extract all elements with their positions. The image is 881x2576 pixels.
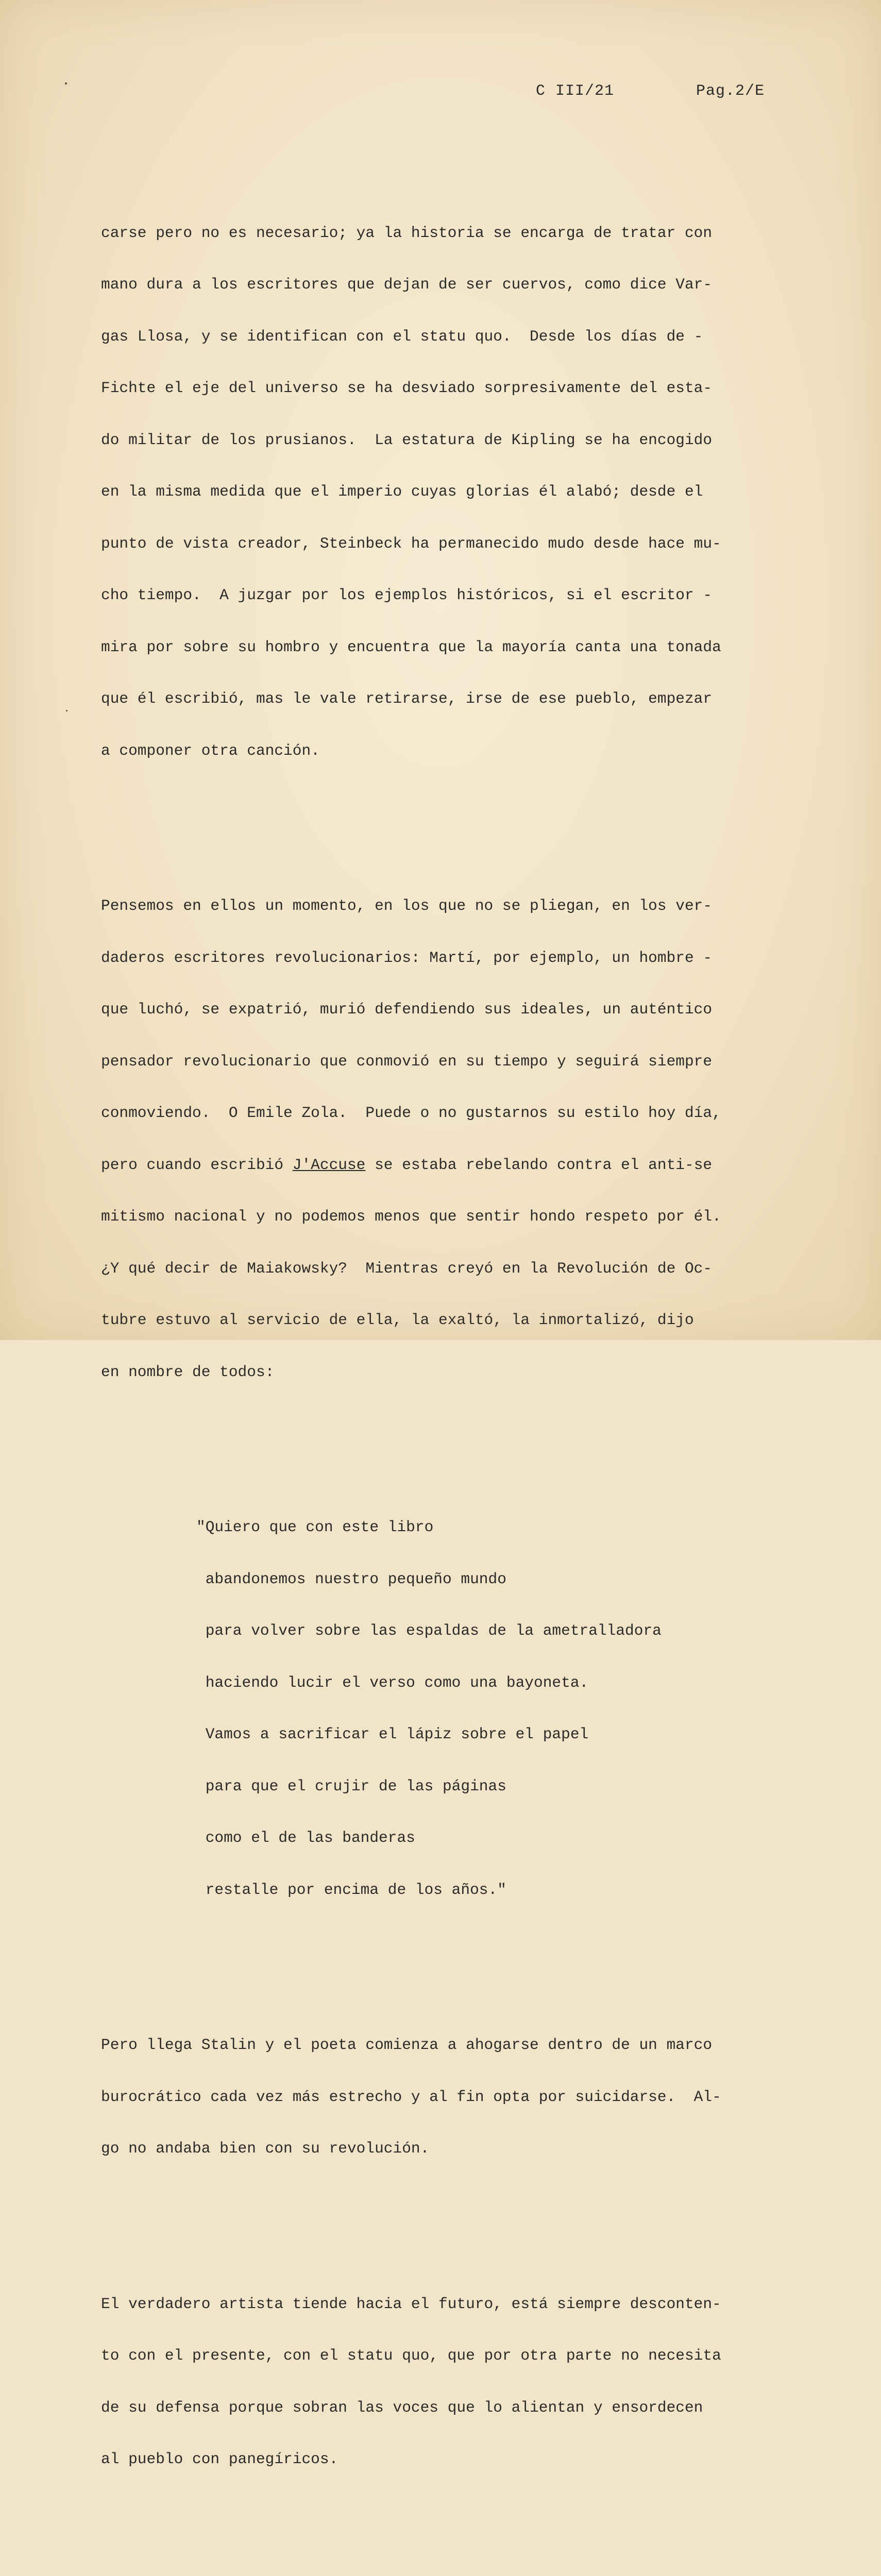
text-line: de su defensa porque sobran las voces que lo alientan y ensordecen <box>101 2399 822 2417</box>
page-number: Pag.2/E <box>696 82 765 100</box>
text-line: to con el presente, con el statu quo, que por otra parte no necesita <box>101 2347 822 2365</box>
text-line: go no andaba bien con su revolución. <box>101 2140 822 2158</box>
poem-line: "Quiero que con este libro <box>196 1519 822 1536</box>
poem-line: haciendo lucir el verso como una bayoneta. <box>196 1674 822 1692</box>
text-line: que él escribió, mas le vale retirarse, irse de ese pueblo, empezar <box>101 690 822 708</box>
text-line: a componer otra canción. <box>101 742 822 760</box>
text-line: mira por sobre su hombro y encuentra que la mayoría canta una tonada <box>101 639 822 656</box>
paragraph-2 <box>101 863 822 1415</box>
text-line: carse pero no es necesario; ya la historia se encarga de tratar con <box>101 225 822 242</box>
text-line: do militar de los prusianos. La estatura de Kipling se ha encogido <box>101 432 822 449</box>
text-line: cho tiempo. A juzgar por los ejemplos históricos, si el escritor - <box>101 587 822 604</box>
underlined-title: J'Accuse <box>293 1156 366 1174</box>
page-header <box>536 82 765 100</box>
text-line: daderos escritores revolucionarios: Martí, por ejemplo, un hombre - <box>101 950 822 967</box>
document-body <box>101 138 822 2576</box>
text-line: El verdadero artista tiende hacia el futuro, está siempre desconten- <box>101 2296 822 2313</box>
text-line: Pensemos en ellos un momento, en los que no se pliegan, en los ver- <box>101 897 822 915</box>
document-code: C III/21 <box>536 82 614 100</box>
text-line: Pero llega Stalin y el poeta comienza a ahogarse dentro de un marco <box>101 2037 822 2054</box>
poem-quote <box>101 1484 822 1933</box>
poem-line: Vamos a sacrificar el lápiz sobre el papel <box>196 1726 822 1743</box>
paragraph-3 <box>101 2002 822 2192</box>
text-line: que luchó, se expatrió, murió defendiendo sus ideales, un auténtico <box>101 1001 822 1019</box>
paper-speck <box>65 82 67 84</box>
text-line: gas Llosa, y se identifican con el statu quo. Desde los días de - <box>101 328 822 346</box>
text-line: en nombre de todos: <box>101 1364 822 1381</box>
text-line: mano dura a los escritores que dejan de ser cuervos, como dice Var- <box>101 276 822 294</box>
text-line: en la misma medida que el imperio cuyas glorias él alabó; desde el <box>101 483 822 501</box>
poem-line: abandonemos nuestro pequeño mundo <box>196 1571 822 1588</box>
paragraph-5 <box>101 2572 822 2576</box>
text-line: tubre estuvo al servicio de ella, la exaltó, la inmortalizó, dijo <box>101 1312 822 1329</box>
text-line: conmoviendo. O Emile Zola. Puede o no gustarnos su estilo hoy día, <box>101 1105 822 1122</box>
text-line: ¿Y qué decir de Maiakowsky? Mientras creyó en la Revolución de Oc- <box>101 1260 822 1278</box>
text-line <box>101 1157 822 1174</box>
paragraph-1 <box>101 190 822 794</box>
text-line: Fichte el eje del universo se ha desviado sorpresivamente del esta- <box>101 380 822 397</box>
text-fragment: pero cuando escribió <box>101 1156 293 1174</box>
text-line: punto de vista creador, Steinbeck ha permanecido mudo desde hace mu- <box>101 535 822 553</box>
text-line: burocrático cada vez más estrecho y al fin opta por suicidarse. Al- <box>101 2089 822 2106</box>
paragraph-4 <box>101 2261 822 2503</box>
poem-line: para volver sobre las espaldas de la ametralladora <box>196 1622 822 1640</box>
paper-speck <box>66 710 67 711</box>
text-line: mitismo nacional y no podemos menos que sentir hondo respeto por él. <box>101 1208 822 1226</box>
text-line: al pueblo con panegíricos. <box>101 2451 822 2468</box>
poem-line: como el de las banderas <box>196 1829 822 1847</box>
poem-line: para que el crujir de las páginas <box>196 1778 822 1795</box>
text-line: pensador revolucionario que conmovió en su tiempo y seguirá siempre <box>101 1053 822 1071</box>
text-fragment: se estaba rebelando contra el anti-se <box>365 1156 712 1174</box>
poem-line: restalle por encima de los años." <box>196 1882 822 1899</box>
